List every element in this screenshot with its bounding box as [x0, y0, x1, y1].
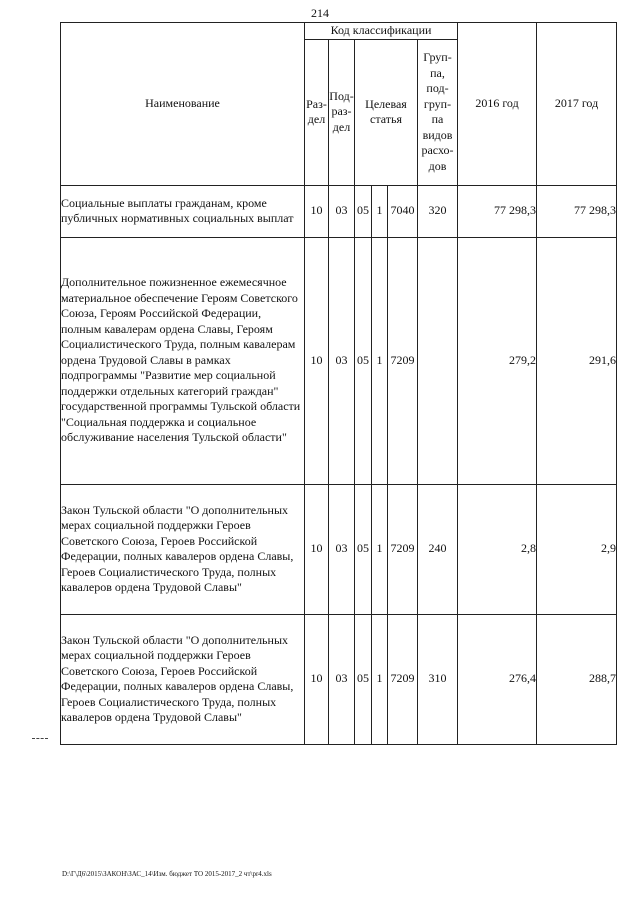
header-code: Код классификации	[305, 23, 458, 40]
row-target-code: 7040	[388, 185, 418, 237]
header-row	[61, 23, 617, 40]
header-name: Наименование	[61, 23, 305, 186]
row-subsection: 03	[329, 185, 355, 237]
table-row	[61, 614, 617, 744]
row-target-code: 7209	[388, 237, 418, 484]
row-group: 310	[418, 614, 458, 744]
header-subsection: Под- раз- дел	[329, 39, 355, 185]
row-target-code: 7209	[388, 614, 418, 744]
row-target-subprogram: 1	[372, 237, 388, 484]
row-target-subprogram: 1	[372, 484, 388, 614]
table-row	[61, 237, 617, 484]
row-group: 240	[418, 484, 458, 614]
row-target-code: 7209	[388, 484, 418, 614]
row-subsection: 03	[329, 614, 355, 744]
row-target-program: 05	[355, 185, 372, 237]
row-target-program: 05	[355, 484, 372, 614]
row-section: 10	[305, 484, 329, 614]
row-name: Социальные выплаты гражданам, кроме публичных нормативных социальных выплат	[61, 185, 305, 237]
row-amount-2016: 276,4	[458, 614, 537, 744]
row-amount-2017: 288,7	[537, 614, 617, 744]
row-amount-2017: 77 298,3	[537, 185, 617, 237]
row-name: Дополнительное пожизненное ежемесячное материальное обеспечение Героям Советского Союза, Героям Российской Федерации, полным кавалерам ордена Славы, Героям Социалистического Труда, полным кавалерам ордена Трудовой Славы в рамках подпрограммы "Развитие мер социальной поддержки отдельных категорий граждан" государственной программы Тульской области "Социальная поддержка и социальное обслуживание населения Тульской области"	[61, 237, 305, 484]
row-target-subprogram: 1	[372, 614, 388, 744]
header-section: Раз- дел	[305, 39, 329, 185]
row-section: 10	[305, 237, 329, 484]
table-row	[61, 484, 617, 614]
header-year-2016: 2016 год	[458, 23, 537, 186]
page-number: 214	[311, 6, 329, 20]
table-row	[61, 185, 617, 237]
row-amount-2016: 279,2	[458, 237, 537, 484]
row-target-program: 05	[355, 237, 372, 484]
row-amount-2017: 291,6	[537, 237, 617, 484]
row-amount-2017: 2,9	[537, 484, 617, 614]
row-section: 10	[305, 185, 329, 237]
header-group: Груп- па, под- груп- па видов расхо- дов	[418, 39, 458, 185]
row-subsection: 03	[329, 237, 355, 484]
header-target: Целевая статья	[355, 39, 418, 185]
row-group: 320	[418, 185, 458, 237]
row-name: Закон Тульской области "О дополнительных мерах социальной поддержки Героев Советского Союза, Героев Российской Федерации, полных кавалеров ордена Славы, Героев Социалистического Труда, полных кавалеров ордена Трудовой Славы"	[61, 484, 305, 614]
row-section: 10	[305, 614, 329, 744]
margin-scan-mark	[32, 738, 48, 739]
row-target-subprogram: 1	[372, 185, 388, 237]
row-amount-2016: 77 298,3	[458, 185, 537, 237]
budget-table	[60, 22, 617, 745]
row-group	[418, 237, 458, 484]
row-subsection: 03	[329, 484, 355, 614]
row-amount-2016: 2,8	[458, 484, 537, 614]
footer-file-path: D:\Г\Д6\2015\ЗАКОН\ЗАС_14\Изм. бюджет ТО 2015-2017_2 чт\pr4.xls	[62, 870, 272, 878]
header-year-2017: 2017 год	[537, 23, 617, 186]
row-name: Закон Тульской области "О дополнительных мерах социальной поддержки Героев Советского Союза, Героев Российской Федерации, полных кавалеров ордена Славы, Героев Социалистического Труда, полных кавалеров ордена Трудовой Славы"	[61, 614, 305, 744]
row-target-program: 05	[355, 614, 372, 744]
